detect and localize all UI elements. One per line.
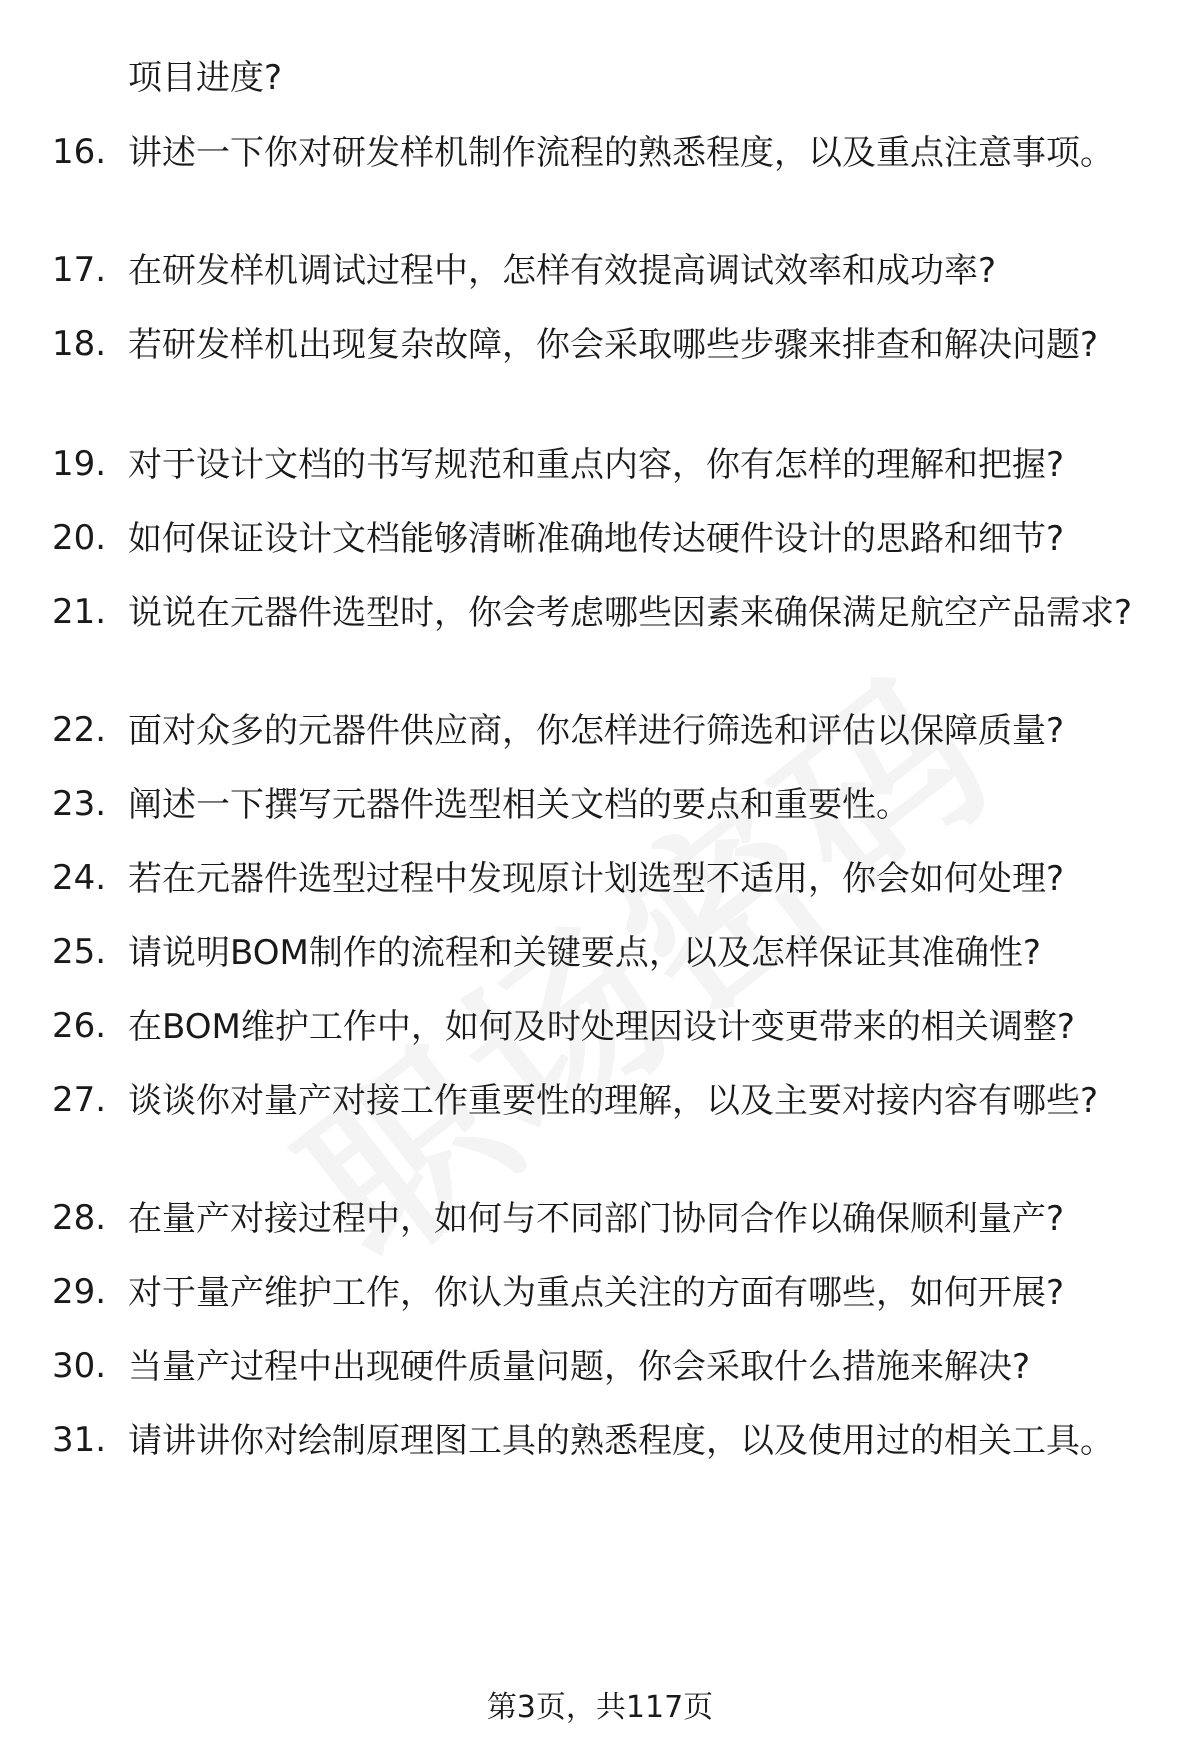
question-number: 19.: [52, 444, 107, 484]
question-text: 说说在元器件选型时，你会考虑哪些因素来确保满足航空产品需求?: [128, 593, 1133, 633]
question-number: 17.: [52, 250, 107, 290]
question-number: 22.: [52, 710, 107, 750]
question-number: 16.: [52, 132, 107, 172]
question-text: 在BOM维护工作中，如何及时处理因设计变更带来的相关调整?: [128, 1007, 1075, 1047]
question-text: 若研发样机出现复杂故障，你会采取哪些步骤来排查和解决问题?: [128, 325, 1099, 365]
question-number: 29.: [52, 1272, 107, 1312]
question-number: 27.: [52, 1080, 107, 1120]
question-text: 阐述一下撰写元器件选型相关文档的要点和重要性。: [128, 785, 910, 825]
question-text: 若在元器件选型过程中发现原计划选型不适用，你会如何处理?: [128, 859, 1065, 899]
question-number: 28.: [52, 1198, 107, 1238]
question-text: 在研发样机调试过程中，怎样有效提高调试效率和成功率?: [128, 251, 997, 291]
question-text: 讲述一下你对研发样机制作流程的熟悉程度，以及重点注意事项。: [128, 133, 1114, 173]
question-number: 31.: [52, 1420, 107, 1460]
question-text: 对于量产维护工作，你认为重点关注的方面有哪些，如何开展?: [128, 1273, 1065, 1313]
continuation-text: 项目进度?: [128, 58, 283, 98]
question-number: 18.: [52, 324, 107, 364]
page-footer: 第3页，共117页: [486, 1690, 714, 1725]
question-text: 请说明BOM制作的流程和关键要点，以及怎样保证其准确性?: [128, 933, 1041, 973]
question-number: 24.: [52, 858, 107, 898]
question-number: 30.: [52, 1346, 107, 1386]
question-number: 26.: [52, 1006, 107, 1046]
question-number: 21.: [52, 592, 107, 632]
question-number: 20.: [52, 518, 107, 558]
question-text: 在量产对接过程中，如何与不同部门协同合作以确保顺利量产?: [128, 1199, 1065, 1239]
question-number: 25.: [52, 932, 107, 972]
question-text: 当量产过程中出现硬件质量问题，你会采取什么措施来解决?: [128, 1347, 1031, 1387]
question-text: 请讲讲你对绘制原理图工具的熟悉程度，以及使用过的相关工具。: [128, 1421, 1114, 1461]
question-text: 如何保证设计文档能够清晰准确地传达硬件设计的思路和细节?: [128, 519, 1065, 559]
question-text: 谈谈你对量产对接工作重要性的理解，以及主要对接内容有哪些?: [128, 1081, 1099, 1121]
question-text: 对于设计文档的书写规范和重点内容，你有怎样的理解和把握?: [128, 445, 1065, 485]
question-text: 面对众多的元器件供应商，你怎样进行筛选和评估以保障质量?: [128, 711, 1065, 751]
question-number: 23.: [52, 784, 107, 824]
